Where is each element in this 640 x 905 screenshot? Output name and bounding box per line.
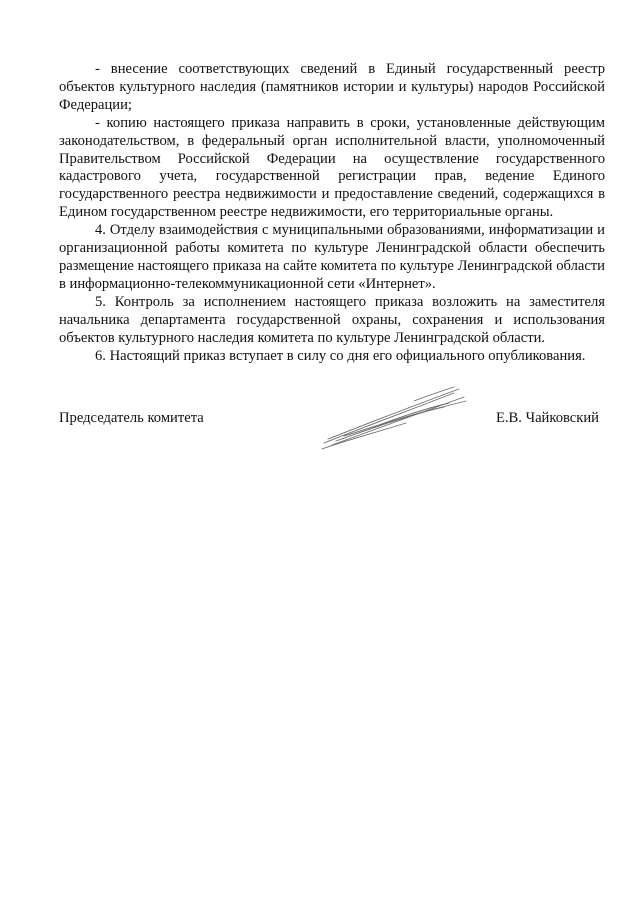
paragraph-item-6: 6. Настоящий приказ вступает в силу со дня его официального опубликования.	[95, 347, 586, 364]
document-body	[59, 61, 605, 365]
paragraph-item-5: 5. Контроль за исполнением настоящего приказа возложить на заместителя начальника департамента государственной охраны, сохранения и использования объектов культурного наследия комитета по культуре Ленинградской области.	[59, 293, 605, 346]
paragraph-item-4: 4. Отделу взаимодействия с муниципальными образованиями, информатизации и организационной работы комитета по культуре Ленинградской области обеспечить размещение настоящего приказа на сайте комитета по культуре Ленинградской области в информационно-телекоммуникационной сети «Интернет».	[59, 222, 605, 292]
signatory-name: Е.В. Чайковский	[495, 410, 599, 426]
paragraph-copy-order: - копию настоящего приказа направить в сроки, установленные действующим законодательством, в федеральный орган исполнительной власти, уполномоченный Правительством Российской Федерации на осуществление государственного кадастрового учета, государственной регистрации прав, ведение Единого государственного реестра недвижимости и предоставление сведений, содержащихся в Едином государственном реестре недвижимости, его территориальные органы.	[59, 114, 605, 221]
signature-block	[59, 401, 605, 471]
signatory-position: Председатель комитета	[59, 410, 204, 426]
handwritten-signature	[314, 381, 474, 461]
paragraph-registry-entry: - внесение соответствующих сведений в Единый государственный реестр объектов культурного наследия (памятников истории и культуры) народов Российской Федерации;	[59, 61, 605, 113]
